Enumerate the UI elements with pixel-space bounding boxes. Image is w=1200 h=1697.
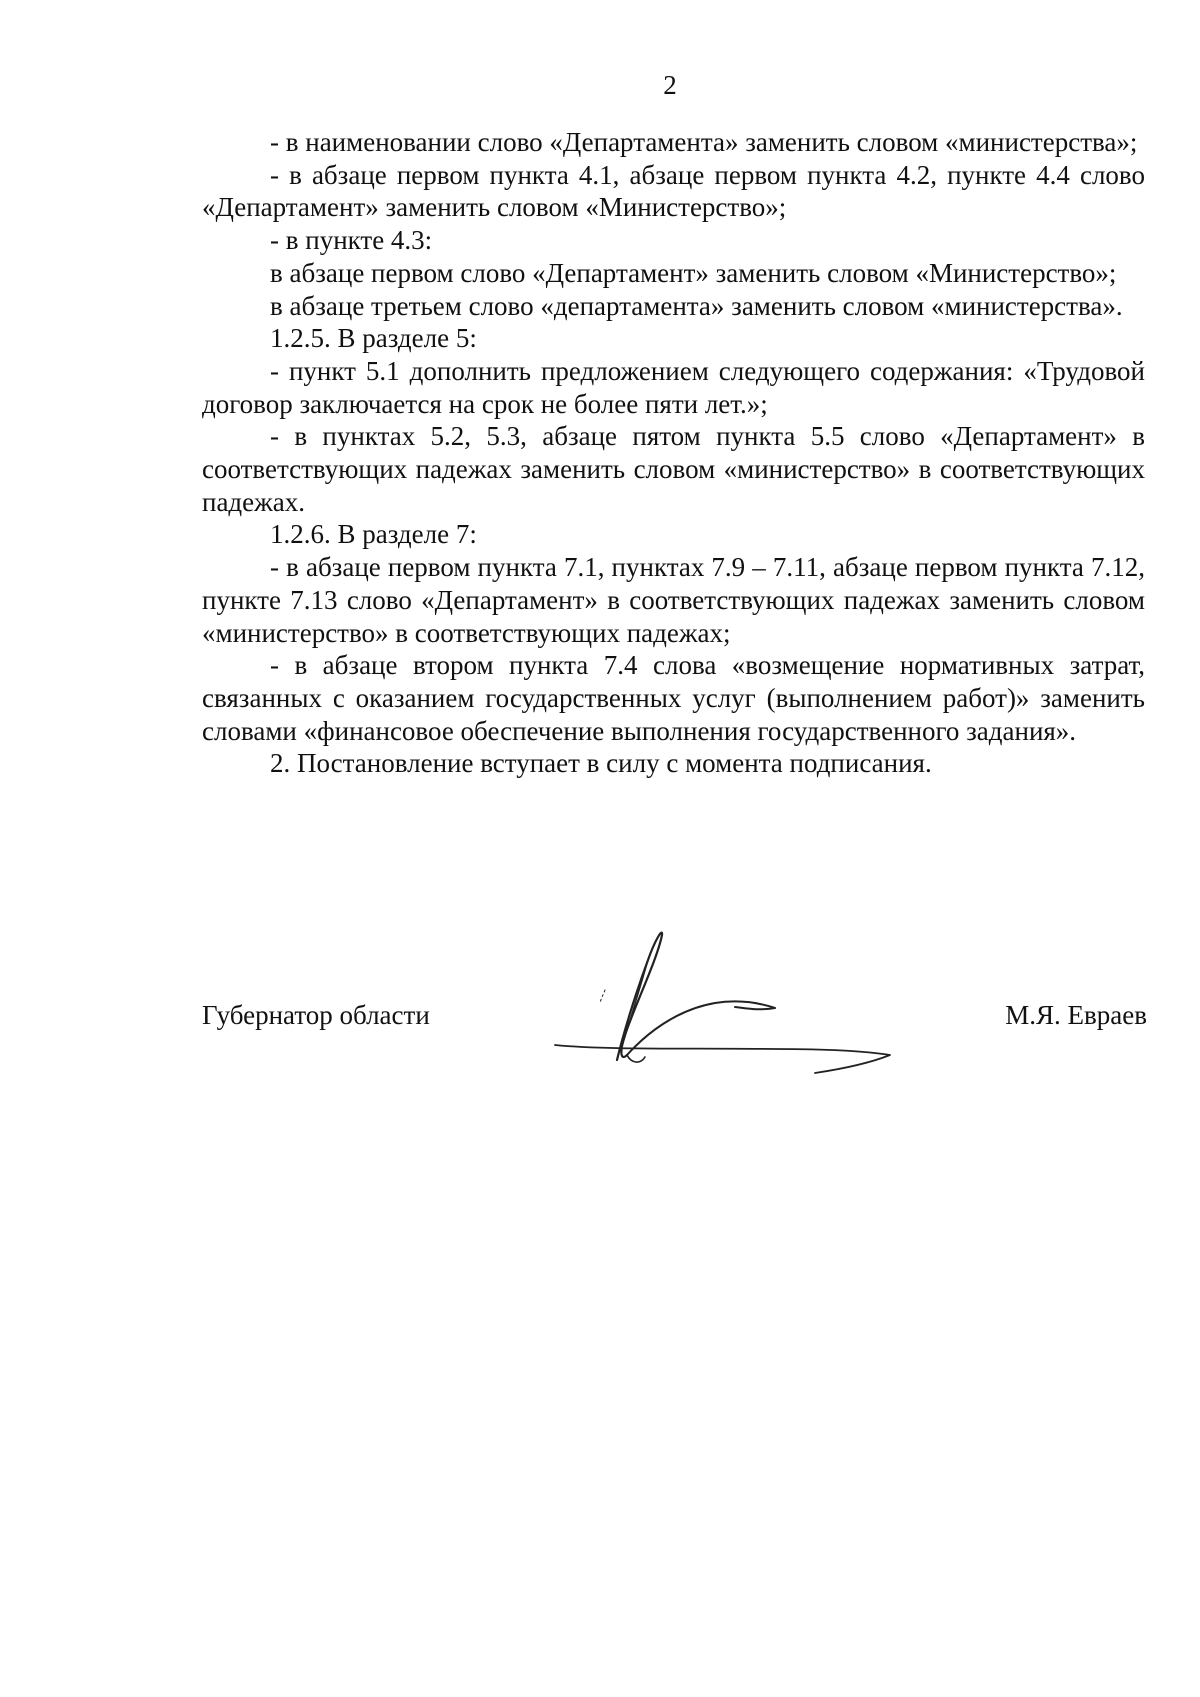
signatory-name: М.Я. Евраев: [1005, 1000, 1147, 1030]
paragraph-point-7-4: - в абзаце втором пункта 7.4 слова «возмещение нормативных затрат, связанных с оказанием государственных услуг (выполнением работ)» заменить словами «финансовое обеспечение выполнения государственного задания».: [202, 650, 1145, 746]
page-number: 2: [663, 70, 677, 100]
document-body: [202, 126, 1145, 780]
paragraph-point-5-1: - пункт 5.1 дополнить предложением следующего содержания: «Трудовой договор заключается на срок не более пяти лет.»;: [202, 355, 1145, 419]
paragraph-section-5-heading: 1.2.5. В разделе 5:: [270, 323, 477, 354]
paragraph-points-7-1-7-13: - в абзаце первом пункта 7.1, пунктах 7.9 – 7.11, абзаце первом пункта 7.12, пункте 7.13 слово «Департамент» в соответствующих падежах заменить словом «министерство» в соответствующих падежах;: [202, 552, 1145, 648]
signatory-title: Губернатор области: [202, 1000, 430, 1030]
paragraph-point-4-3: - в пункте 4.3:: [270, 225, 433, 256]
paragraph-rename-title: - в наименовании слово «Департамента» заменить словом «министерства»;: [270, 127, 1138, 157]
paragraph-4-3-first: в абзаце первом слово «Департамент» заменить словом «Министерство»;: [270, 257, 1117, 288]
paragraph-section-7-heading: 1.2.6. В разделе 7:: [270, 519, 477, 550]
paragraph-points-5-2-5-5: - в пунктах 5.2, 5.3, абзаце пятом пункта 5.5 слово «Департамент» в соответствующих падежах заменить словом «министерство» в соответствующих падежах.: [202, 421, 1145, 517]
paragraph-4-3-third: в абзаце третьем слово «департамента» заменить словом «министерства».: [270, 290, 1123, 321]
paragraph-points-4-1-4-2-4-4: - в абзаце первом пункта 4.1, абзаце первом пункта 4.2, пункте 4.4 слово «Департамент» заменить словом «Министерство»;: [202, 159, 1145, 223]
paragraph-effective-date: 2. Постановление вступает в силу с момента подписания.: [270, 748, 932, 779]
signature-block: [202, 1000, 1147, 1040]
